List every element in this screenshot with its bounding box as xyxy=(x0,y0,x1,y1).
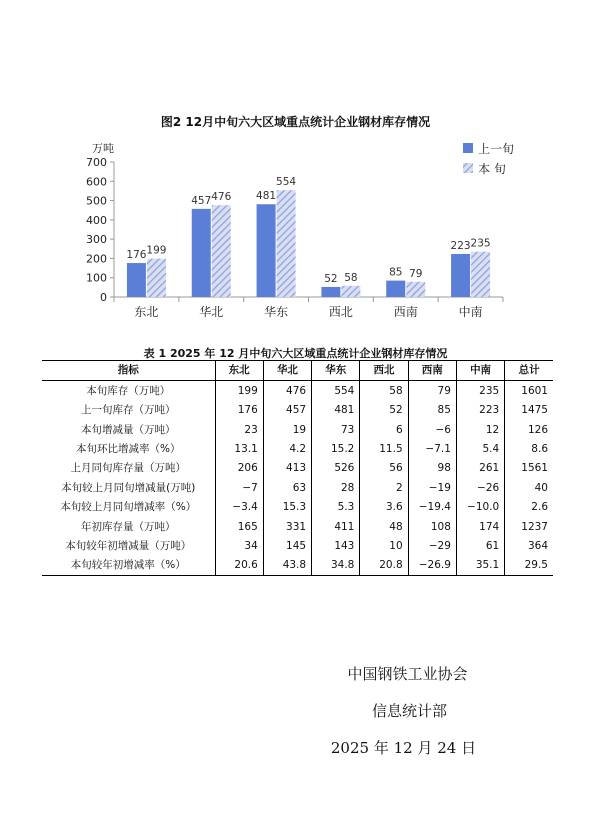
cell-value: 2.6 xyxy=(505,498,553,517)
signature-organization: 中国钢铁工业协会 xyxy=(347,665,468,683)
y-tick-label: 100 xyxy=(86,271,107,285)
cell-value: 58 xyxy=(360,381,408,401)
legend-label-current: 本 旬 xyxy=(478,162,506,176)
cell-value: 1237 xyxy=(505,517,553,536)
cell-value: 481 xyxy=(312,401,360,420)
bar-value-label: 223 xyxy=(450,239,471,252)
y-tick-label: 400 xyxy=(86,213,107,227)
row-label: 本旬库存（万吨） xyxy=(86,384,171,397)
row-label: 本旬较年初增减量（万吨） xyxy=(65,539,192,552)
cell-value: 79 xyxy=(408,381,456,401)
table-row xyxy=(42,440,553,459)
table-row xyxy=(42,537,553,556)
cell-value: 108 xyxy=(408,517,456,536)
table-row xyxy=(42,401,553,420)
table-row xyxy=(42,420,553,439)
y-tick-label: 200 xyxy=(86,252,107,266)
cell-value: 5.4 xyxy=(456,440,504,459)
bar-previous xyxy=(127,263,146,297)
x-tick-label: 华北 xyxy=(199,305,224,319)
cell-value: 457 xyxy=(263,401,311,420)
cell-value: 1475 xyxy=(505,401,553,420)
cell-value: 40 xyxy=(505,478,553,497)
cell-value: 143 xyxy=(312,537,360,556)
bar-value-label: 199 xyxy=(146,244,167,257)
cell-value: 15.3 xyxy=(263,498,311,517)
row-label: 本旬较年初增减率（%） xyxy=(42,556,215,576)
cell-value: 20.6 xyxy=(215,556,263,576)
x-tick-label: 西北 xyxy=(328,305,353,319)
cell-value: 1601 xyxy=(505,381,553,401)
cell-value: −29 xyxy=(408,537,456,556)
cell-value: 8.6 xyxy=(505,440,553,459)
cell-value: −26 xyxy=(456,478,504,497)
row-label: 上一旬库存（万吨） xyxy=(81,404,176,417)
bar-value-label: 481 xyxy=(256,190,277,203)
cell-value: 98 xyxy=(408,459,456,478)
cell-value: 10 xyxy=(360,537,408,556)
cell-value: 34.8 xyxy=(312,556,360,576)
header-1: 东北 xyxy=(215,361,263,381)
cell-value: 56 xyxy=(360,459,408,478)
cell-value: 1561 xyxy=(505,459,553,478)
cell-value: 12 xyxy=(456,420,504,439)
bar-value-label: 85 xyxy=(389,266,403,279)
bar-value-label: 176 xyxy=(126,249,147,262)
cell-value: −6 xyxy=(408,420,456,439)
row-label: 本旬增减量（万吨） xyxy=(81,423,176,436)
cell-value: 11.5 xyxy=(360,440,408,459)
bar-value-label: 79 xyxy=(409,267,423,280)
legend-swatch-current xyxy=(463,163,473,173)
cell-value: 48 xyxy=(360,517,408,536)
cell-value: 413 xyxy=(263,459,311,478)
bar-current xyxy=(406,282,425,297)
bar-previous xyxy=(192,209,211,297)
signature-date: 2025 年 12 月 24 日 xyxy=(330,739,477,757)
bar-value-label: 52 xyxy=(324,272,338,285)
bar-value-label: 554 xyxy=(276,176,297,189)
cell-value: 235 xyxy=(456,381,504,401)
cell-value: 13.1 xyxy=(215,440,263,459)
cell-value: 174 xyxy=(456,517,504,536)
row-label: 本旬环比增减率（%） xyxy=(76,443,181,455)
cell-value: 73 xyxy=(312,420,360,439)
bar-value-label: 476 xyxy=(211,191,232,204)
bar-previous xyxy=(257,204,276,297)
y-tick-label: 0 xyxy=(100,291,107,304)
cell-value: −3.4 xyxy=(215,498,263,517)
bar-value-label: 457 xyxy=(191,194,212,207)
cell-value: 145 xyxy=(263,537,311,556)
table-row xyxy=(42,478,553,497)
cell-value: 331 xyxy=(263,517,311,536)
cell-value: 85 xyxy=(408,401,456,420)
cell-value: −26.9 xyxy=(408,556,456,576)
table-row xyxy=(42,556,553,576)
cell-value: 526 xyxy=(312,459,360,478)
cell-value: 34 xyxy=(215,537,263,556)
row-label: 本旬较上月同旬增减率（%） xyxy=(60,501,197,514)
cell-value: −7 xyxy=(215,478,263,497)
cell-value: 199 xyxy=(215,381,263,401)
y-tick-label: 300 xyxy=(86,233,107,247)
y-tick-label: 600 xyxy=(86,175,107,189)
bar-current xyxy=(212,205,231,297)
cell-value: 261 xyxy=(456,459,504,478)
cell-value: 4.2 xyxy=(263,440,311,459)
signature-department: 信息统计部 xyxy=(371,702,447,720)
cell-value: 165 xyxy=(215,517,263,536)
row-label: 本旬较上月同旬增减量(万吨) xyxy=(61,481,196,494)
legend-label-previous: 上一旬 xyxy=(478,142,515,156)
cell-value: 3.6 xyxy=(360,498,408,517)
y-axis-unit: 万吨 xyxy=(92,142,114,155)
cell-value: 19 xyxy=(263,420,311,439)
cell-value: 176 xyxy=(215,401,263,420)
header-3: 华东 xyxy=(312,361,360,381)
cell-value: −7.1 xyxy=(408,440,456,459)
cell-value: 28 xyxy=(312,478,360,497)
row-label: 年初库存量（万吨） xyxy=(81,520,176,533)
cell-value: 61 xyxy=(456,537,504,556)
y-tick-label: 500 xyxy=(86,194,107,208)
inventory-table xyxy=(42,360,553,576)
header-2: 华北 xyxy=(263,361,311,381)
cell-value: 5.3 xyxy=(312,498,360,517)
bar-current xyxy=(147,259,166,297)
cell-value: 20.8 xyxy=(360,556,408,576)
table-row xyxy=(42,459,553,478)
bar-current xyxy=(341,286,360,297)
cell-value: 206 xyxy=(215,459,263,478)
bar-previous xyxy=(386,281,405,297)
bar-current xyxy=(277,190,296,297)
cell-value: 35.1 xyxy=(456,556,504,576)
bar-value-label: 235 xyxy=(470,237,491,250)
x-tick-label: 中南 xyxy=(458,305,483,319)
cell-value: −10.0 xyxy=(456,498,504,517)
cell-value: 223 xyxy=(456,401,504,420)
cell-value: 6 xyxy=(360,420,408,439)
x-tick-label: 西南 xyxy=(393,305,418,319)
cell-value: 411 xyxy=(312,517,360,536)
cell-value: −19 xyxy=(408,478,456,497)
header-5: 西南 xyxy=(408,361,456,381)
cell-value: 15.2 xyxy=(312,440,360,459)
y-tick-label: 700 xyxy=(86,156,107,169)
table-row xyxy=(42,498,553,517)
cell-value: 476 xyxy=(263,381,311,401)
cell-value: 2 xyxy=(360,478,408,497)
cell-value: 29.5 xyxy=(505,556,553,576)
header-indicator: 指标 xyxy=(42,361,215,381)
cell-value: 126 xyxy=(505,420,553,439)
chart-title: 图2 12月中旬六大区域重点统计企业钢材库存情况 xyxy=(160,115,431,129)
cell-value: 52 xyxy=(360,401,408,420)
cell-value: 554 xyxy=(312,381,360,401)
x-tick-label: 东北 xyxy=(134,305,159,319)
header-7: 总计 xyxy=(505,361,553,381)
table-header-row xyxy=(42,361,553,381)
header-4: 西北 xyxy=(360,361,408,381)
cell-value: 364 xyxy=(505,537,553,556)
legend-swatch-previous xyxy=(463,143,473,153)
bar-current xyxy=(471,252,490,297)
table-title: 表 1 2025 年 12 月中旬六大区域重点统计企业钢材库存情况 xyxy=(143,347,448,360)
table-row xyxy=(42,381,553,401)
header-6: 中南 xyxy=(456,361,504,381)
inventory-bar-chart xyxy=(0,0,591,340)
bar-previous xyxy=(451,254,470,297)
x-tick-label: 华东 xyxy=(264,305,289,319)
table-row xyxy=(42,517,553,536)
cell-value: −19.4 xyxy=(408,498,456,517)
cell-value: 23 xyxy=(215,420,263,439)
cell-value: 43.8 xyxy=(263,556,311,576)
cell-value: 63 xyxy=(263,478,311,497)
bar-previous xyxy=(321,287,340,297)
row-label: 上月同旬库存量（万吨） xyxy=(70,462,186,475)
bar-value-label: 58 xyxy=(344,271,358,284)
